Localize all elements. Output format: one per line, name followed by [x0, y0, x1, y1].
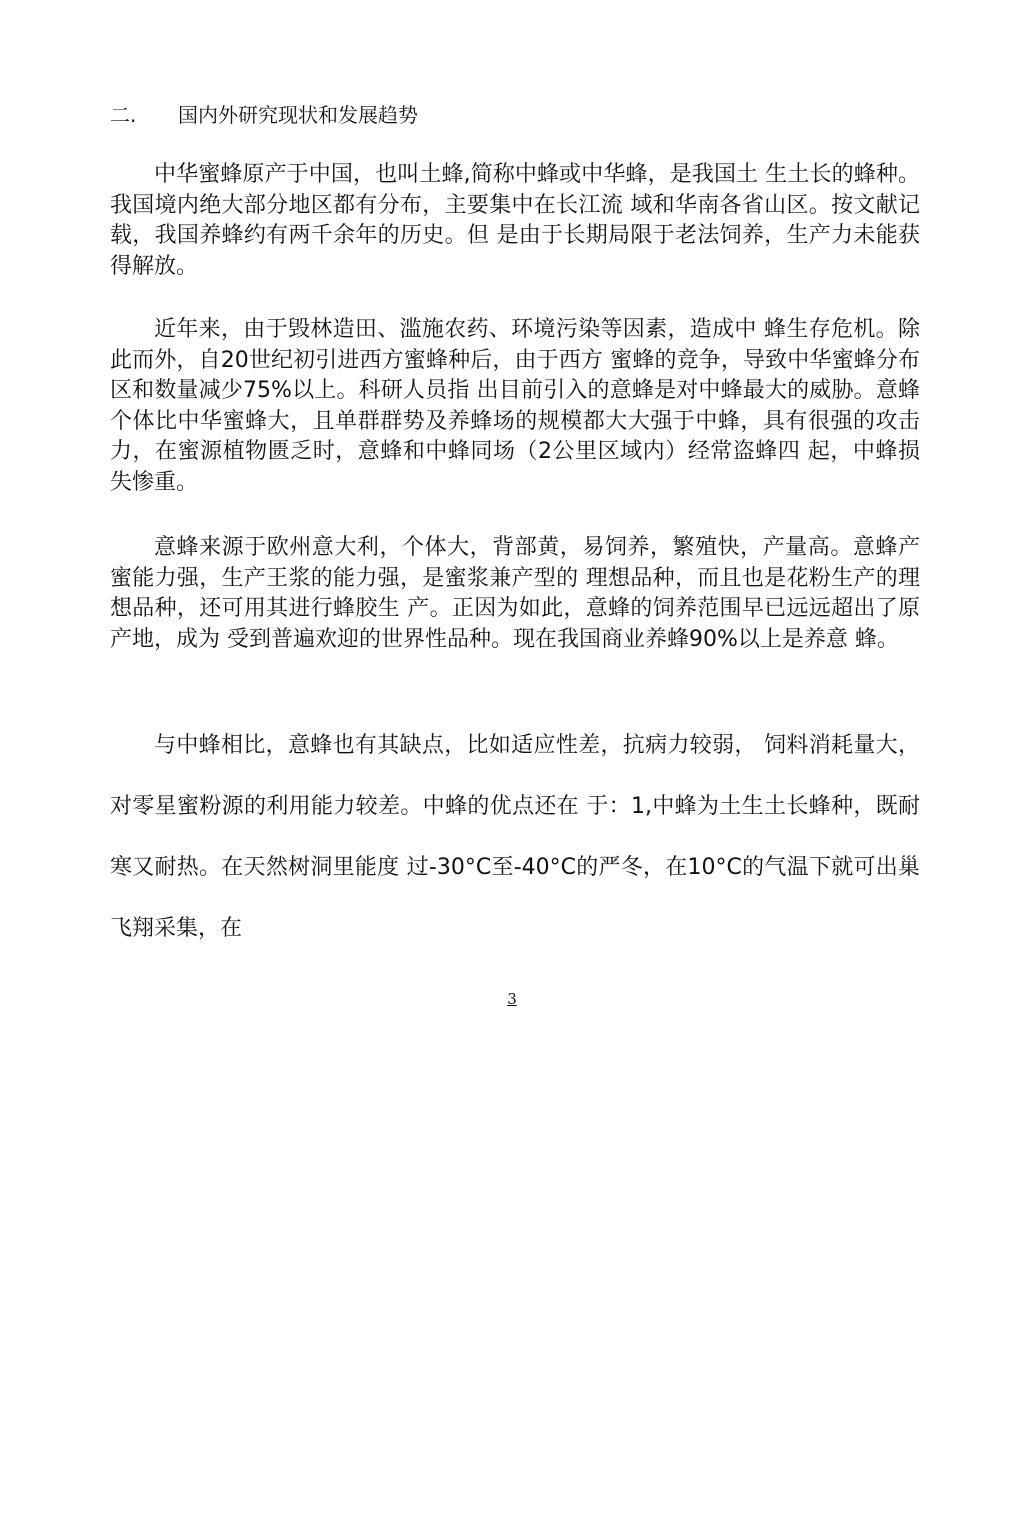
paragraph-2: 近年来，由于毁林造田、滥施农药、环境污染等因素，造成中 蜂生存危机。除此而外，自20世纪初引进西方蜜蜂种后，由于西方 蜜蜂的竞争，导致中华蜜蜂分布区和数量减少75%以上。科研人员指 出目前引入的意蜂是对中蜂最大的威胁。意蜂个体比中华蜜蜂大，且单群群势及养蜂场的规模都大大强于中蜂，具有很强的攻击力，在蜜源植物匮乏时，意蜂和中蜂同场（2公里区域内）经常盗蜂四 起，中蜂损失惨重。: [110, 317, 920, 495]
section-number: 二.: [110, 103, 137, 127]
section-title: 国内外研究现状和发展趋势: [178, 103, 418, 127]
paragraph-3: 意蜂来源于欧州意大利，个体大，背部黄，易饲养，繁殖快，产量高。意蜂产蜜能力强，生产王浆的能力强，是蜜浆兼产型的 理想品种，而且也是花粉生产的理想品种，还可用其进行蜂胶生 产。正因为如此，意蜂的饲养范围早已远远超出了原产地，成为 受到普遍欢迎的世界性品种。现在我国商业养蜂90%以上是养意 蜂。: [110, 535, 920, 652]
paragraph-4: 与中蜂相比，意蜂也有其缺点，比如适应性差，抗病力较弱， 饲料消耗量大，对零星蜜粉源的利用能力较差。中蜂的优点还在 于：1,中蜂为土生土长蜂种，既耐寒又耐热。在天然树洞里能度 过-30°C至-40°C的严冬，在10°C的气温下就可出巢飞翔采集，在: [110, 733, 920, 941]
section-heading: [110, 100, 418, 130]
paragraph-1: 中华蜜蜂原产于中国，也叫土蜂,简称中蜂或中华蜂，是我国土 生土长的蜂种。我国境内绝大部分地区都有分布，主要集中在长江流 域和华南各省山区。按文献记载，我国养蜂约有两千余年的历史。但 是由于长期局限于老法饲养，生产力未能获得解放。: [110, 162, 920, 279]
page-number: 3: [507, 990, 517, 1008]
